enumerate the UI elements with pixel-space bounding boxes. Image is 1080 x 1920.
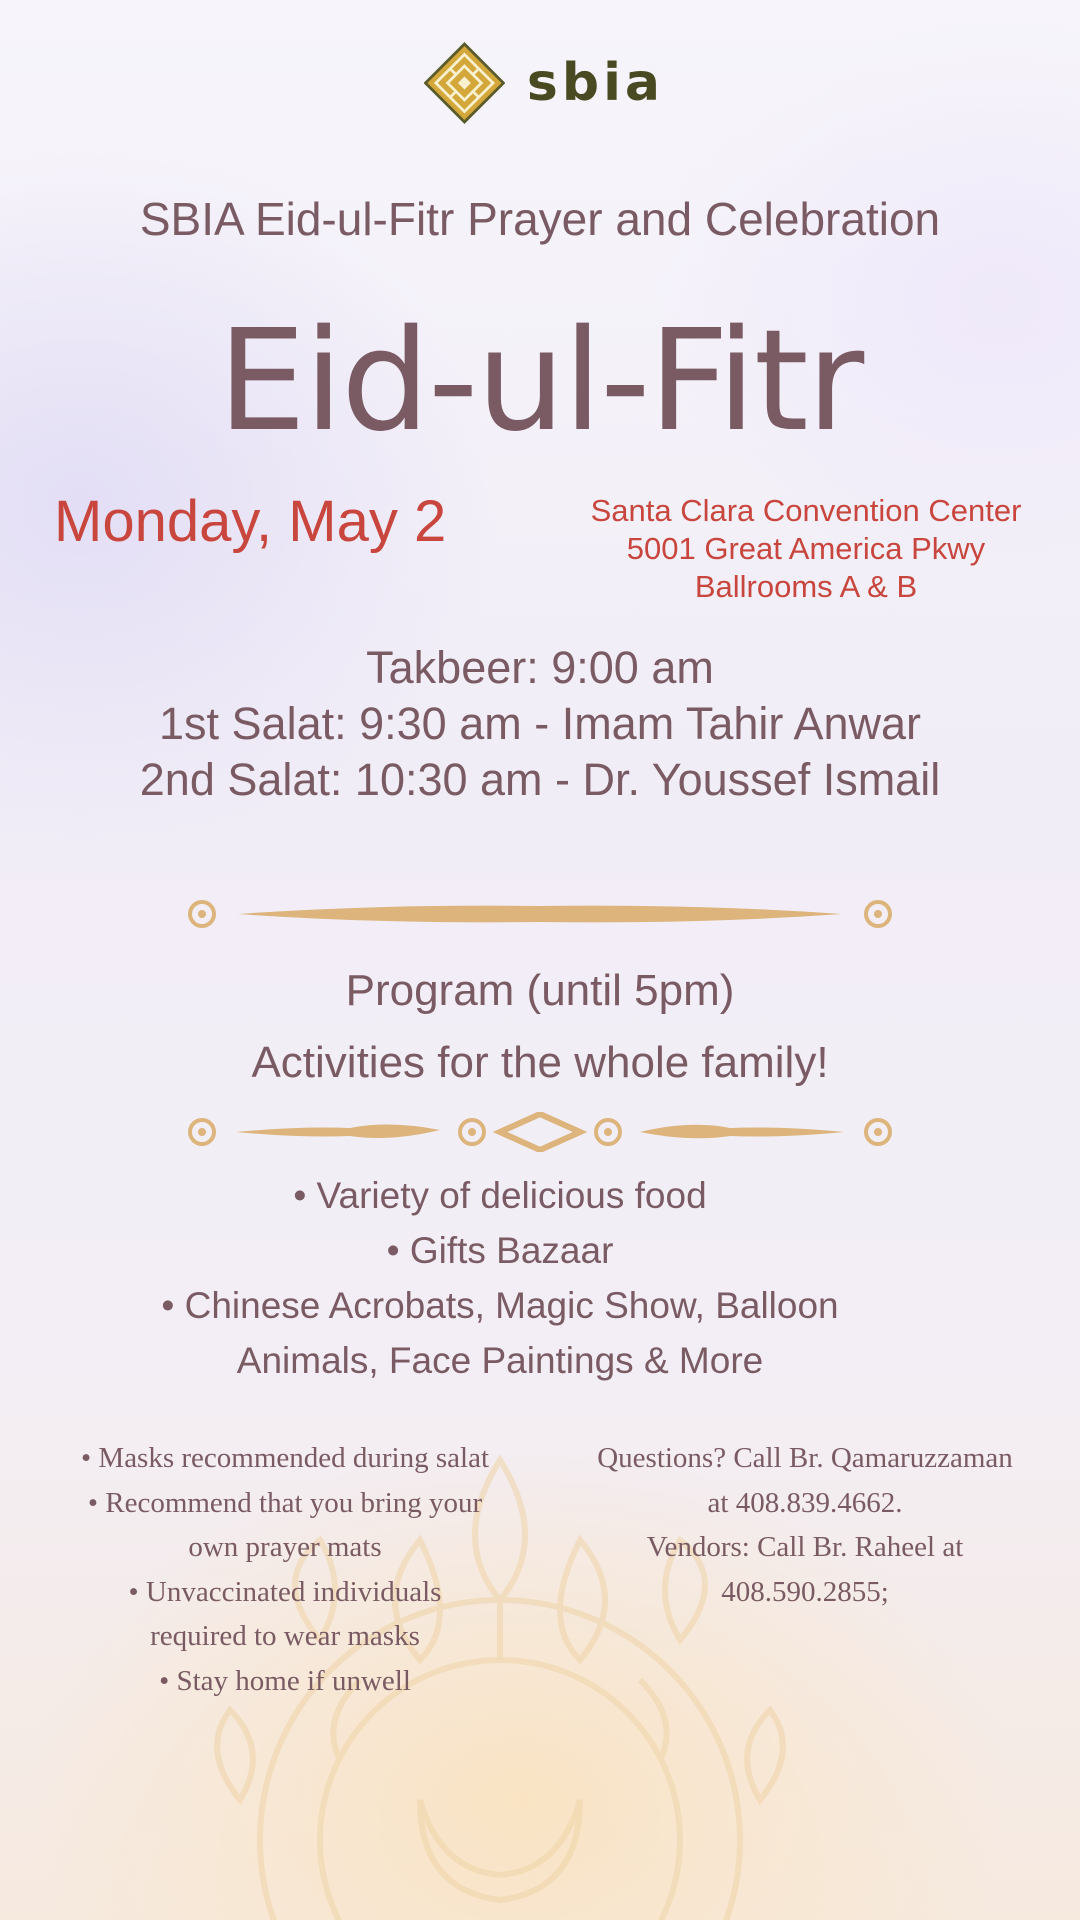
schedule-second-salat: 2nd Salat: 10:30 am - Dr. Youssef Ismail (139, 754, 941, 805)
event-date: Monday, May 2 (54, 489, 447, 554)
list-item: • Masks recommended during salat (81, 1442, 489, 1474)
list-item: • Recommend that you bring your (87, 1486, 483, 1519)
schedule-takbeer: Takbeer: 9:00 am (366, 642, 714, 693)
event-subtitle: SBIA Eid-ul-Fitr Prayer and Celebration (139, 193, 941, 245)
list-item: • Unvaccinated individuals (128, 1575, 442, 1608)
list-item: • Chinese Acrobats, Magic Show, Balloon (161, 1285, 839, 1326)
kufic-square-emblem-icon (424, 39, 505, 127)
page-title: Eid-ul-Fitr (217, 300, 863, 463)
safety-notes (30, 1436, 540, 1703)
questions-contact: Questions? Call Br. Qamaruzzaman (597, 1442, 1013, 1474)
activities-list (100, 1168, 900, 1388)
program-tagline: Activities for the whole family! (251, 1038, 829, 1087)
program-section (0, 955, 1080, 1099)
vendors-contact: Vendors: Call Br. Raheel at (646, 1531, 964, 1563)
list-item: • Stay home if unwell (159, 1664, 411, 1697)
list-item: required to wear masks (150, 1620, 420, 1652)
list-item: own prayer mats (188, 1531, 382, 1563)
venue-room: Ballrooms A & B (694, 569, 918, 604)
list-item: • Gifts Bazaar (386, 1230, 614, 1271)
list-item: Animals, Face Paintings & More (236, 1340, 764, 1381)
list-item: • Variety of delicious food (293, 1175, 707, 1216)
venue-address (560, 492, 1052, 606)
schedule-first-salat: 1st Salat: 9:30 am - Imam Tahir Anwar (159, 698, 921, 749)
venue-street: 5001 Great America Pkwy (626, 531, 986, 566)
logo-wordmark: sbia (526, 53, 664, 113)
venue-name: Santa Clara Convention Center (590, 493, 1022, 528)
ornamental-divider-bottom (180, 1112, 900, 1152)
vendors-phone: 408.590.2855; (721, 1575, 889, 1608)
ornamental-divider-top (180, 896, 900, 936)
program-heading: Program (until 5pm) (345, 966, 735, 1015)
contact-info (550, 1436, 1060, 1614)
prayer-schedule (0, 640, 1080, 808)
questions-phone: at 408.839.4662. (707, 1486, 903, 1519)
sbia-logo (424, 38, 664, 128)
